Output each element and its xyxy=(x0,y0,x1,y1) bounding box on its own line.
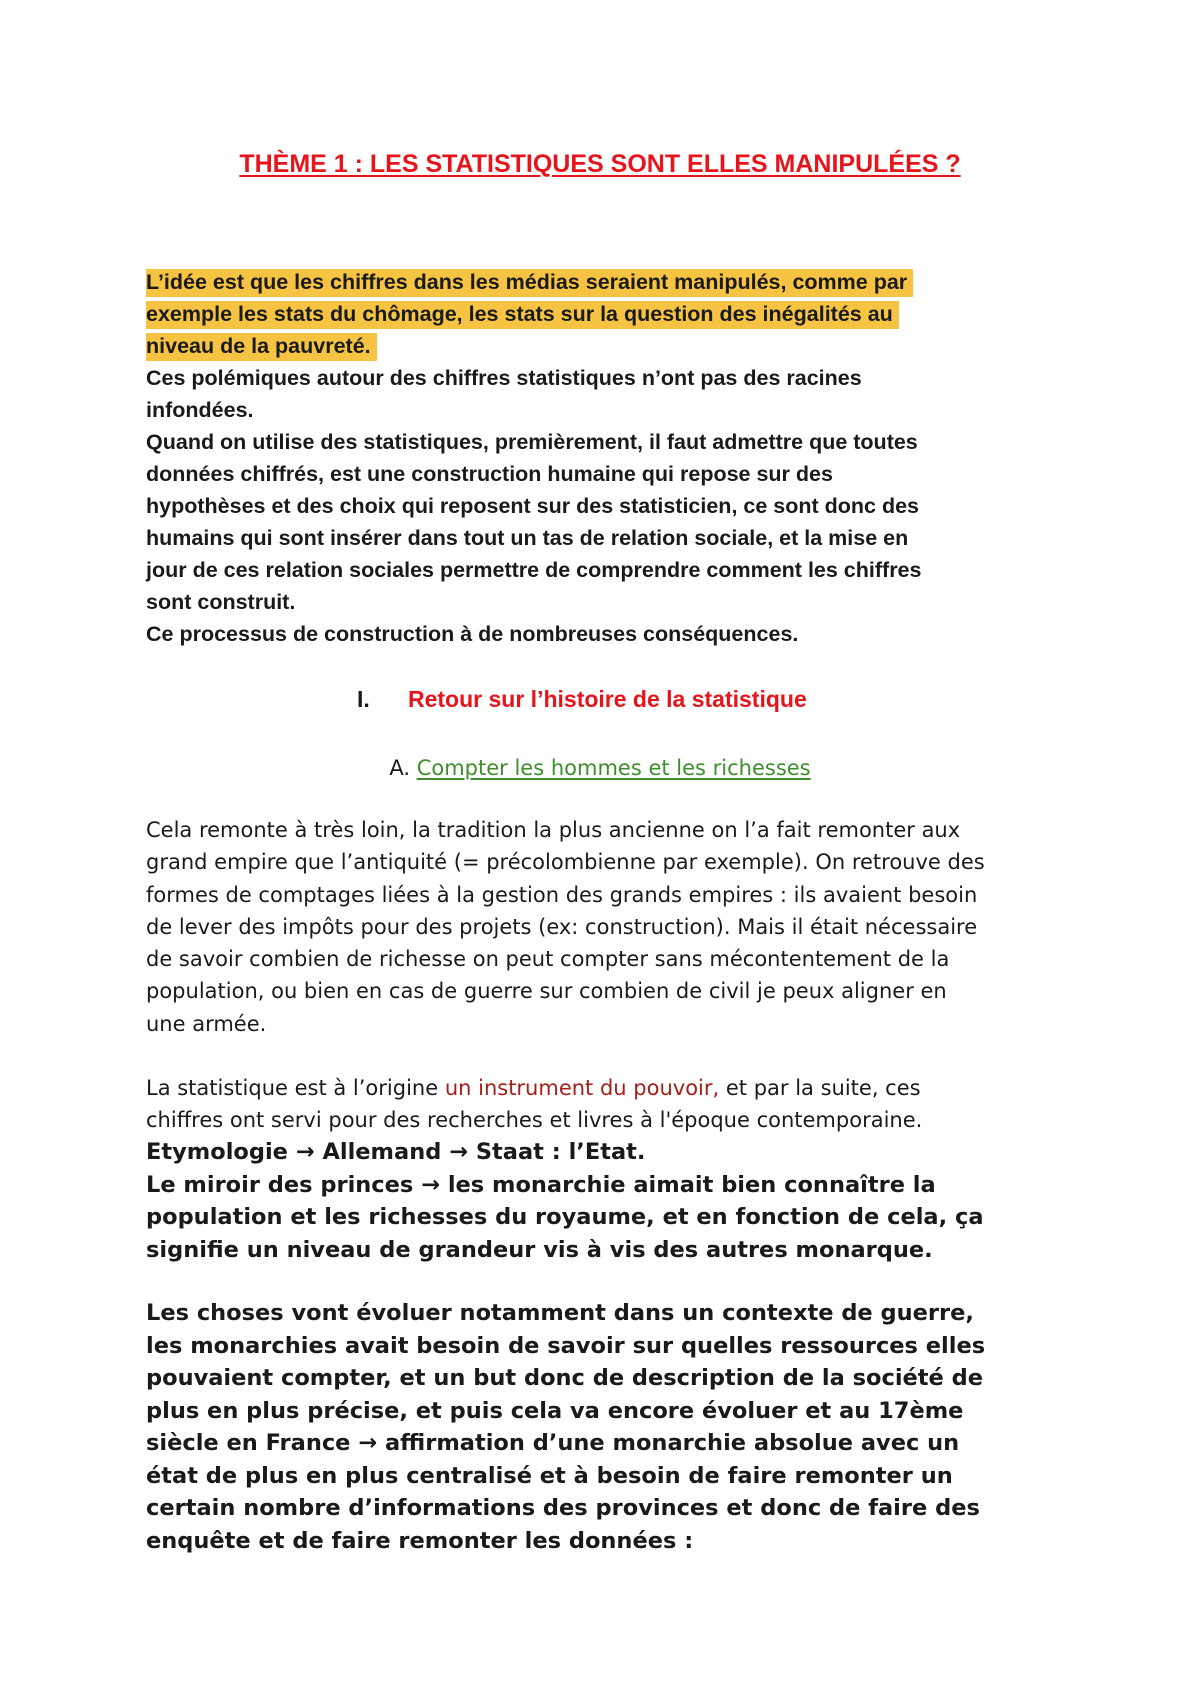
text-run: et par la suite, ces xyxy=(719,1076,921,1100)
highlighted-text: exemple les stats du chômage, les stats sur la question des inégalités au xyxy=(146,301,899,329)
highlighted-line xyxy=(146,298,1076,330)
bold-block-evolution xyxy=(146,1297,1086,1557)
bold-line: population et les richesses du royaume, et en fonction de cela, ça xyxy=(146,1204,984,1230)
bold-line: pouvaient compter, et un but donc de description de la société de xyxy=(146,1365,984,1391)
highlighted-line xyxy=(146,330,1076,362)
intro-line: humains qui sont insérer dans tout un tas de relation sociale, et la mise en xyxy=(146,526,909,550)
bold-block-etymology xyxy=(146,1136,1086,1266)
intro-line: données chiffrés, est une construction humaine qui repose sur des xyxy=(146,462,833,486)
intro-line: hypothèses et des choix qui reposent sur des statisticien, ce sont donc des xyxy=(146,494,920,518)
paragraph-line xyxy=(146,1072,1076,1104)
section-number: I. xyxy=(357,686,370,712)
paragraph-line: grand empire que l’antiquité (= précolombienne par exemple). On retrouve des xyxy=(146,850,985,875)
intro-paragraph xyxy=(146,266,1076,650)
section-title: Retour sur l’histoire de la statistique xyxy=(408,686,807,712)
intro-line: Quand on utilise des statistiques, premièrement, il faut admettre que toutes xyxy=(146,430,918,454)
bold-line: Les choses vont évoluer notamment dans un contexte de guerre, xyxy=(146,1300,974,1326)
paragraph-line: de savoir combien de richesse on peut compter sans mécontentement de la xyxy=(146,947,950,972)
bold-line: état de plus en plus centralisé et à besoin de faire remonter un xyxy=(146,1462,953,1489)
highlighted-text: niveau de la pauvreté. xyxy=(146,333,377,361)
bold-line: signifie un niveau de grandeur vis à vis des autres monarque. xyxy=(146,1236,933,1263)
paragraph-power xyxy=(146,1072,1076,1137)
highlighted-text: L’idée est que les chiffres dans les médias seraient manipulés, comme par xyxy=(146,269,913,297)
intro-line: Ce processus de construction à de nombreuses conséquences. xyxy=(146,622,799,646)
bold-line: plus en plus précise, et puis cela va encore évoluer et au 17ème xyxy=(146,1397,964,1424)
highlighted-line xyxy=(146,266,1076,298)
document-title: THÈME 1 : LES STATISTIQUES SONT ELLES MANIPULÉES ? xyxy=(239,150,961,178)
bold-line: enquête et de faire remonter les données : xyxy=(146,1527,694,1554)
intro-line: Ces polémiques autour des chiffres statistiques n’ont pas des racines xyxy=(146,366,862,390)
bold-line: les monarchies avait besoin de savoir sur quelles ressources elles xyxy=(146,1332,986,1359)
subsection-title: Compter les hommes et les richesses xyxy=(416,756,811,780)
paragraph-line: Cela remonte à très loin, la tradition la plus ancienne on l’a fait remonter aux xyxy=(146,818,961,842)
bold-line: Etymologie → Allemand → Staat : l’Etat. xyxy=(146,1139,646,1165)
paragraph-line: chiffres ont servi pour des recherches et livres à l'époque contemporaine. xyxy=(146,1108,923,1133)
highlight-instrument: un instrument du pouvoir, xyxy=(444,1076,720,1100)
paragraph-line: formes de comptages liées à la gestion des grands empires : ils avaient besoin xyxy=(146,882,978,907)
subsection-heading xyxy=(0,752,1200,784)
paragraph-line: une armée. xyxy=(146,1011,267,1036)
subsection-letter: A. xyxy=(389,756,411,780)
intro-line: infondées. xyxy=(146,398,254,422)
bold-line: certain nombre d’informations des provinces et donc de faire des xyxy=(146,1495,980,1521)
text-run: La statistique est à l’origine xyxy=(146,1076,445,1100)
intro-line: sont construit. xyxy=(146,590,296,614)
bold-line: Le miroir des princes → les monarchie aimait bien connaître la xyxy=(146,1171,936,1198)
paragraph-line: de lever des impôts pour des projets (ex: construction). Mais il était nécessaire xyxy=(146,914,978,939)
paragraph-line: population, ou bien en cas de guerre sur combien de civil je peux aligner en xyxy=(146,979,947,1004)
paragraph-history xyxy=(146,814,1076,1040)
intro-line: jour de ces relation sociales permettre de comprendre comment les chiffres xyxy=(146,558,922,582)
bold-line: siècle en France → affirmation d’une monarchie absolue avec un xyxy=(146,1430,960,1456)
